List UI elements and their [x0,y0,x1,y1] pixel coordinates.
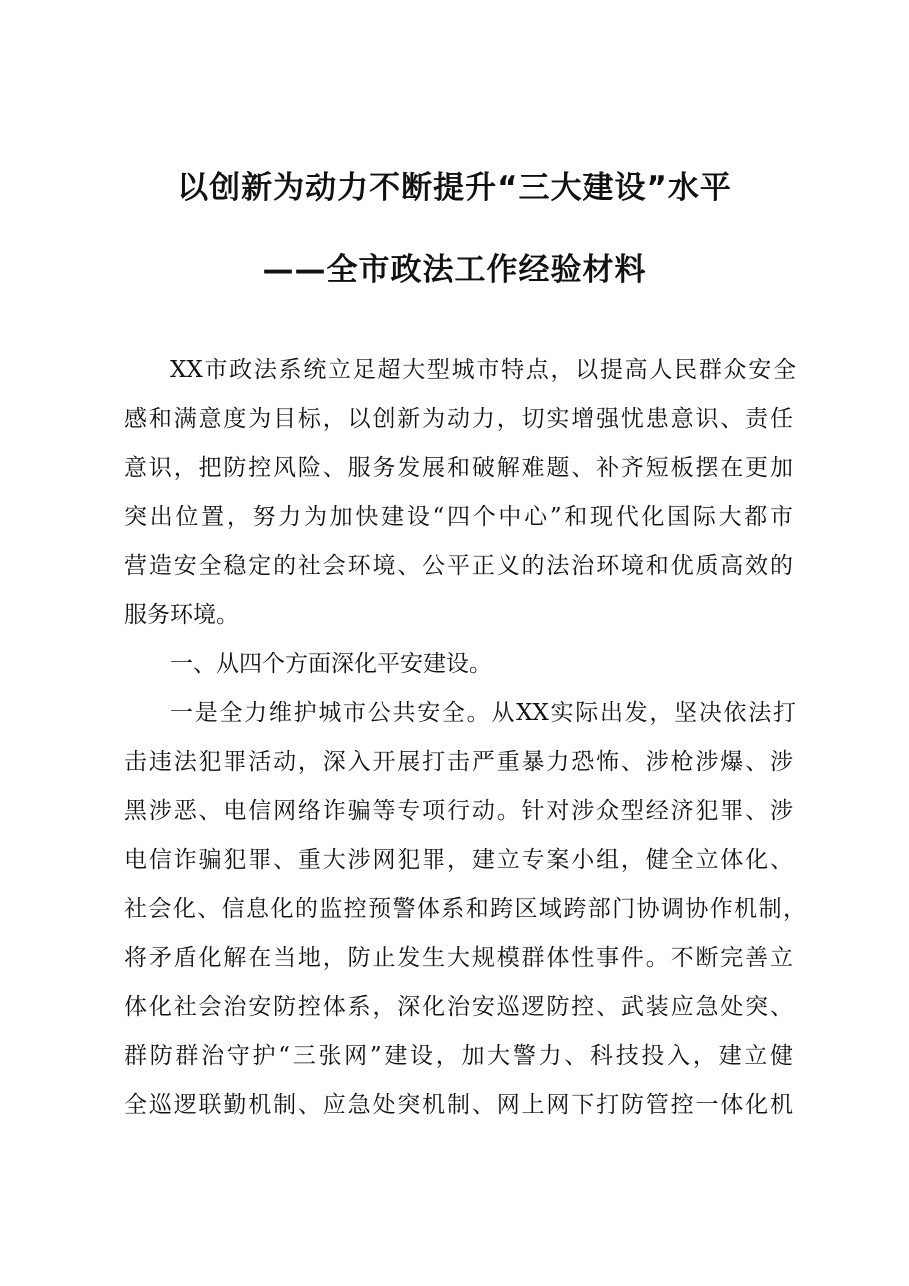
paragraph-line: 一、从四个方面深化平安建设。 [170,651,492,677]
paragraph-line: 服务环境。 [124,602,239,628]
paragraph-line: 突出位置，努力为加快建设“四个中心”和现代化国际大都市 [124,504,793,530]
paragraph-line: 击违法犯罪活动，深入开展打击严重暴力恐怖、涉枪涉爆、涉 [124,749,793,775]
paragraph-line: 社会化、信息化的监控预警体系和跨区域跨部门协调协作机制， [124,896,806,922]
paragraph-line: 感和满意度为目标，以创新为动力，切实增强忧患意识、责任 [124,406,793,432]
paragraph-line: 电信诈骗犯罪、重大涉网犯罪，建立专案小组，健全立体化、 [124,847,793,873]
paragraph-line: 将矛盾化解在当地，防止发生大规模群体性事件。不断完善立 [124,945,793,971]
paragraph-line: 营造安全稳定的社会环境、公平正义的法治环境和优质高效的 [124,553,793,579]
paragraph-line: 黑涉恶、电信网络诈骗等专项行动。针对涉众型经济犯罪、涉 [124,798,793,824]
paragraph-line: 全巡逻联勤机制、应急处突机制、网上网下打防管控一体化机 [124,1092,793,1118]
document-subtitle: ——全市政法工作经验材料 [262,252,647,288]
document-title: 以创新为动力不断提升“三大建设”水平 [177,170,732,206]
paragraph-line: 体化社会治安防控体系，深化治安巡逻防控、武装应急处突、 [124,994,793,1020]
paragraph-line: 一是全力维护城市公共安全。从XX实际出发，坚决依法打 [170,700,796,726]
paragraph-line: 意识，把防控风险、服务发展和破解难题、补齐短板摆在更加 [124,455,793,481]
paragraph-line: XX市政法系统立足超大型城市特点，以提高人民群众安全 [170,357,796,383]
paragraph-line: 群防群治守护“三张网”建设，加大警力、科技投入，建立健 [124,1043,793,1069]
